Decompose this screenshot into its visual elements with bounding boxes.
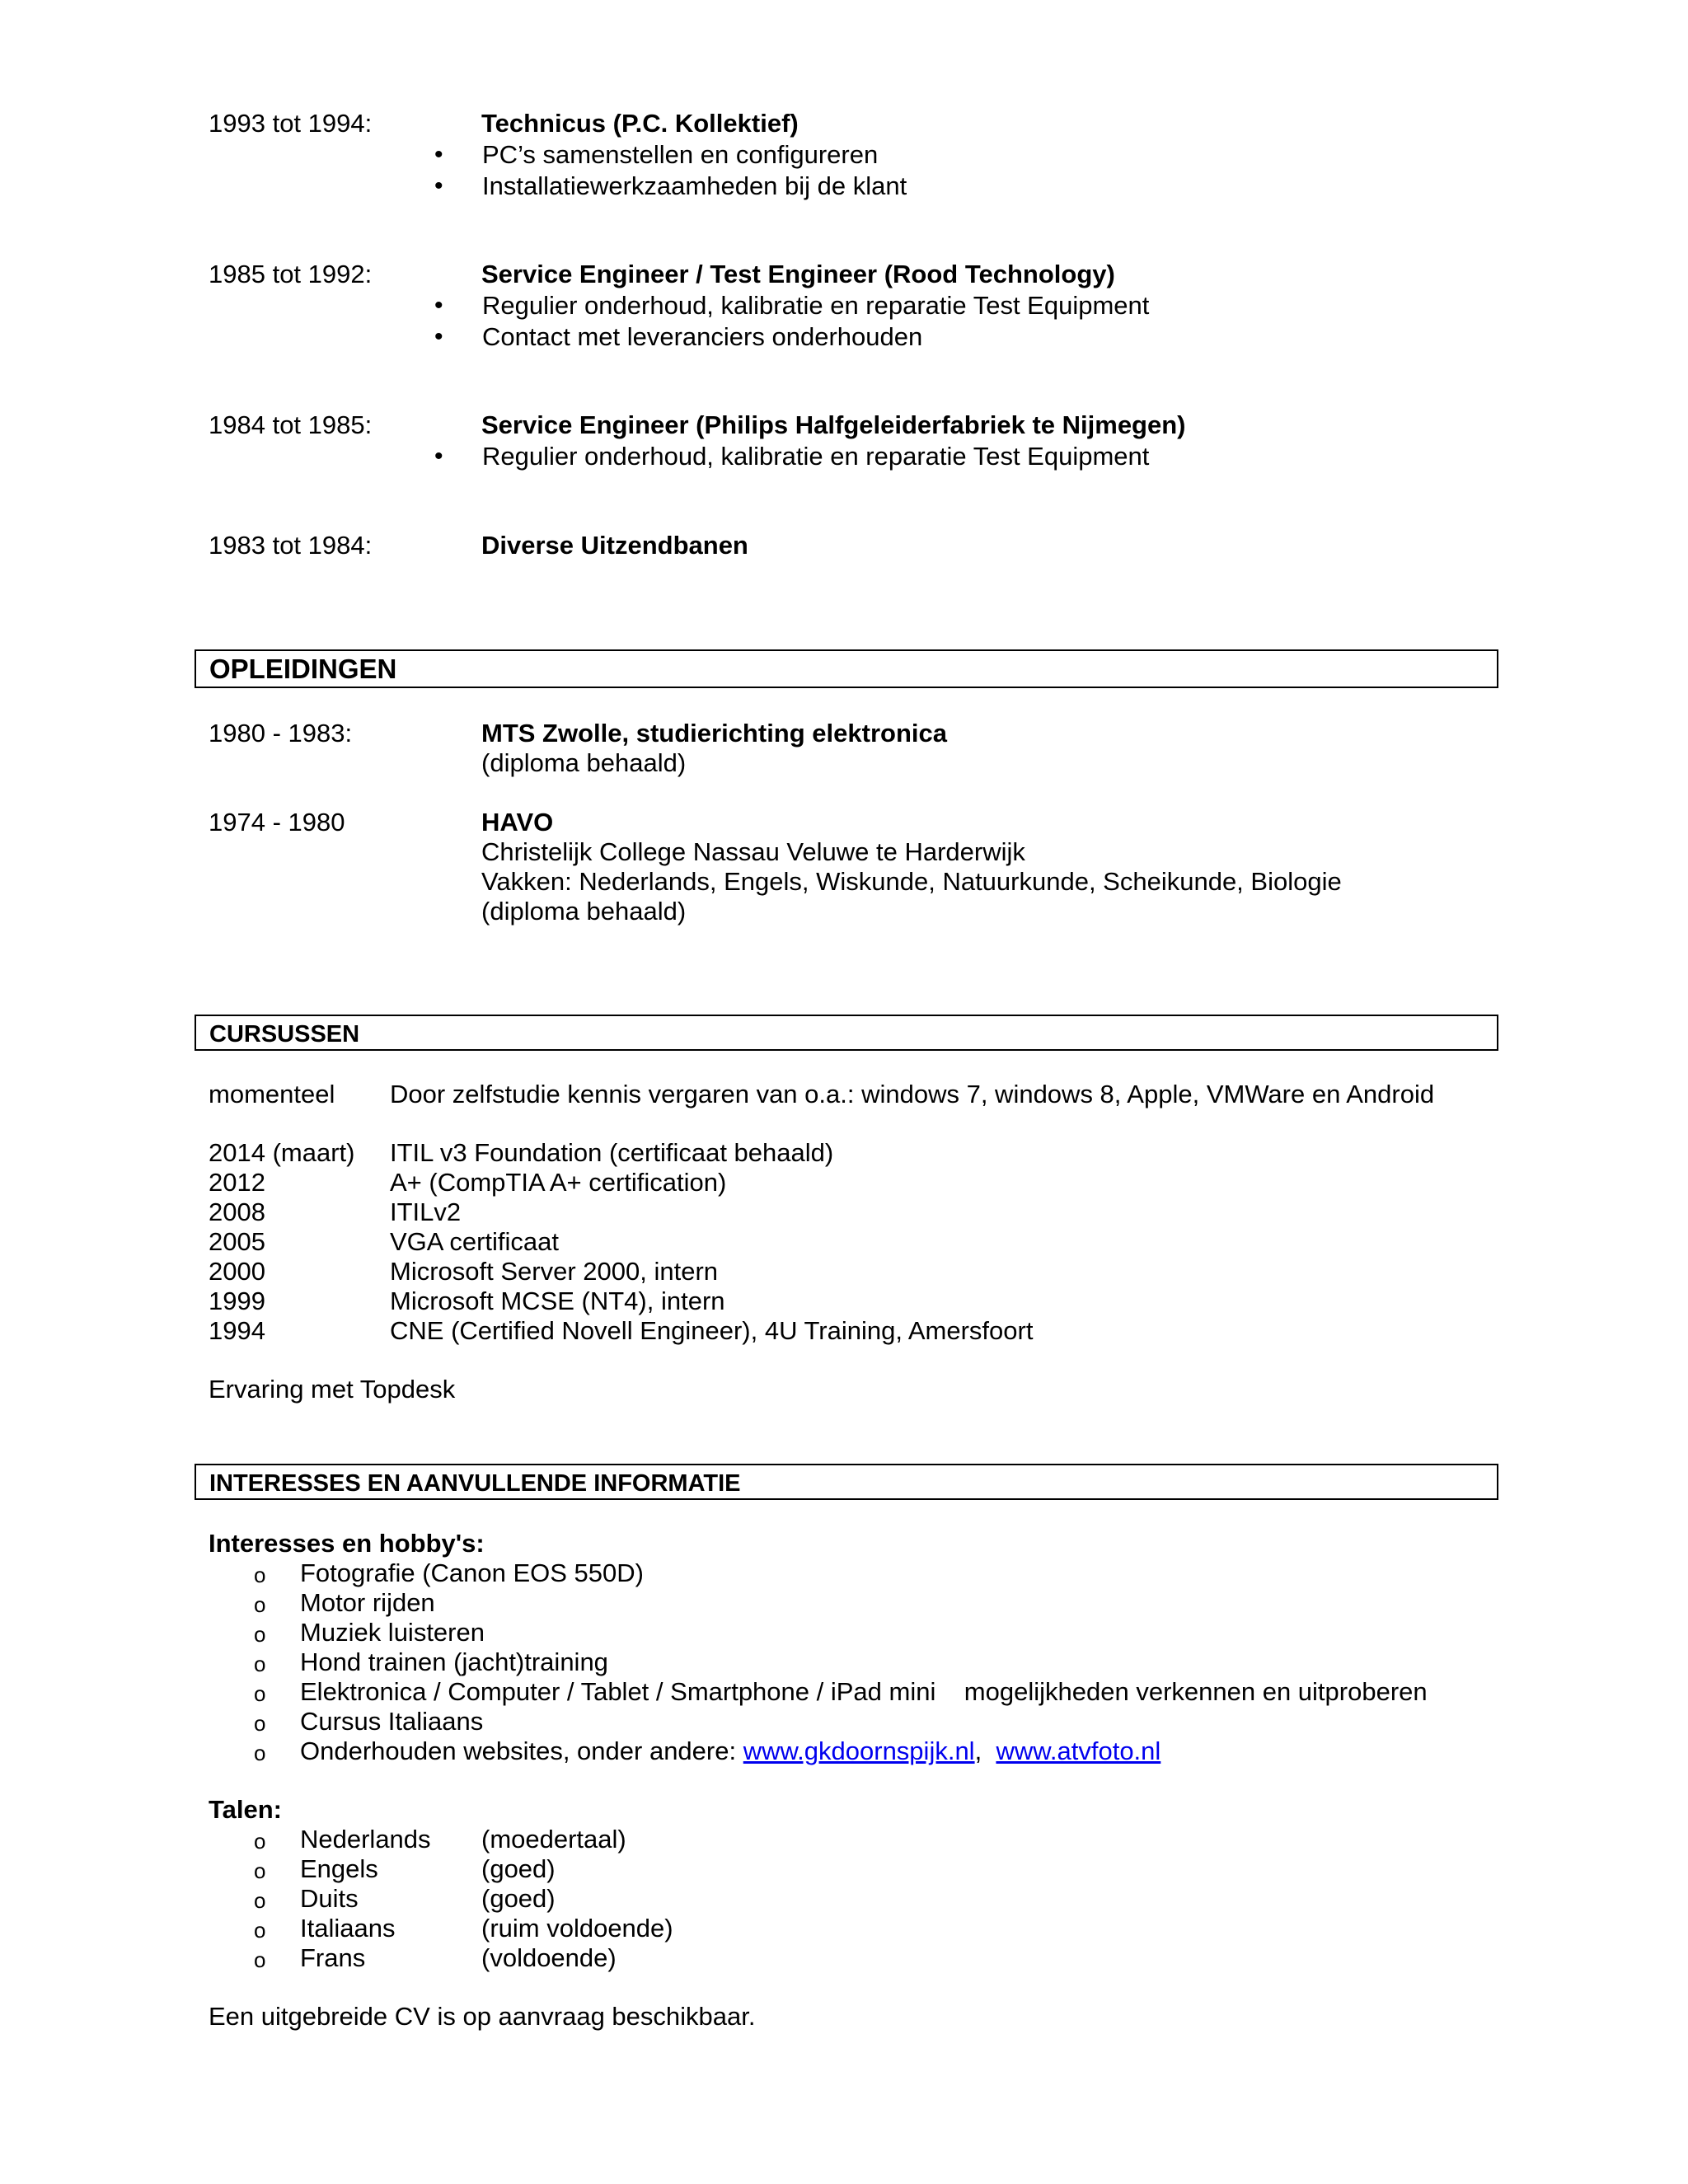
bullet-dot: • bbox=[434, 292, 443, 319]
job-period: 1984 tot 1985: bbox=[209, 410, 373, 439]
circle-bullet: o bbox=[254, 1888, 266, 1913]
language-level: (voldoende) bbox=[481, 1943, 617, 1972]
circle-bullet: o bbox=[254, 1858, 266, 1883]
language-name: Frans bbox=[300, 1943, 366, 1972]
education-title: HAVO bbox=[481, 808, 554, 837]
bullet-dot: • bbox=[434, 443, 443, 470]
course-what: ITIL v3 Foundation (certificaat behaald) bbox=[390, 1138, 834, 1167]
hobby-item: Fotografie (Canon EOS 550D) bbox=[300, 1558, 644, 1587]
job-period: 1993 tot 1994: bbox=[209, 109, 373, 138]
language-level: (ruim voldoende) bbox=[481, 1914, 673, 1943]
course-what: VGA certificaat bbox=[390, 1227, 560, 1256]
bullet-dot: • bbox=[434, 323, 443, 350]
section-heading-label: OPLEIDINGEN bbox=[209, 654, 397, 684]
job-period: 1985 tot 1992: bbox=[209, 260, 373, 288]
language-name: Nederlands bbox=[300, 1825, 431, 1854]
topdesk-note: Ervaring met Topdesk bbox=[209, 1375, 456, 1404]
language-level: (goed) bbox=[481, 1884, 556, 1913]
circle-bullet: o bbox=[254, 1563, 266, 1587]
job-title: Diverse Uitzendbanen bbox=[481, 531, 748, 560]
hobby-item: Motor rijden bbox=[300, 1588, 435, 1617]
education-detail: Christelijk College Nassau Veluwe te Harderwijk bbox=[481, 837, 1025, 866]
language-name: Italiaans bbox=[300, 1914, 396, 1943]
hobby-item: Cursus Italiaans bbox=[300, 1707, 484, 1736]
hobby-item: Elektronica / Computer / Tablet / Smartphone / iPad mini mogelijkheden verkennen en uitproberen bbox=[300, 1677, 1428, 1706]
job-title: Technicus (P.C. Kollektief) bbox=[481, 109, 799, 138]
section-heading-interesses bbox=[195, 1464, 1498, 1500]
course-when: 2012 bbox=[209, 1168, 265, 1197]
course-when: 2000 bbox=[209, 1257, 265, 1286]
education-period: 1980 - 1983: bbox=[209, 719, 353, 748]
circle-bullet: o bbox=[254, 1622, 266, 1647]
course-what: ITILv2 bbox=[390, 1197, 462, 1226]
hobby-item: Muziek luisteren bbox=[300, 1618, 485, 1647]
education-title: MTS Zwolle, studierichting elektronica bbox=[481, 719, 947, 748]
education-detail: (diploma behaald) bbox=[481, 897, 687, 926]
course-what: A+ (CompTIA A+ certification) bbox=[390, 1168, 727, 1197]
talen-title: Talen: bbox=[209, 1795, 282, 1824]
course-when: 1999 bbox=[209, 1286, 265, 1315]
language-name: Duits bbox=[300, 1884, 359, 1913]
course-what: CNE (Certified Novell Engineer), 4U Training, Amersfoort bbox=[390, 1316, 1034, 1345]
course-what: Microsoft MCSE (NT4), intern bbox=[390, 1286, 725, 1315]
link-gkdoornspijk[interactable]: www.gkdoornspijk.nl bbox=[743, 1736, 975, 1765]
link-separator: , bbox=[974, 1736, 982, 1765]
circle-bullet: o bbox=[254, 1947, 266, 1972]
job-task: Regulier onderhoud, kalibratie en reparatie Test Equipment bbox=[482, 291, 1150, 320]
hobby-item: Hond trainen (jacht)training bbox=[300, 1647, 608, 1676]
education-detail: (diploma behaald) bbox=[481, 748, 687, 777]
hobby-item-websites bbox=[300, 1736, 1160, 1766]
course-when: 2008 bbox=[209, 1197, 265, 1226]
course-when: momenteel bbox=[209, 1080, 335, 1108]
language-level: (moedertaal) bbox=[481, 1825, 626, 1854]
education-detail: Vakken: Nederlands, Engels, Wiskunde, Natuurkunde, Scheikunde, Biologie bbox=[481, 867, 1342, 896]
job-title: Service Engineer (Philips Halfgeleiderfabriek te Nijmegen) bbox=[481, 410, 1186, 439]
circle-bullet: o bbox=[254, 1711, 266, 1736]
bullet-dot: • bbox=[434, 172, 443, 199]
circle-bullet: o bbox=[254, 1652, 266, 1676]
bullet-dot: • bbox=[434, 141, 443, 168]
job-period: 1983 tot 1984: bbox=[209, 531, 373, 560]
language-level: (goed) bbox=[481, 1854, 556, 1883]
section-heading-label: CURSUSSEN bbox=[209, 1021, 360, 1047]
course-when: 1994 bbox=[209, 1316, 265, 1345]
section-heading-cursussen bbox=[195, 1015, 1498, 1051]
circle-bullet: o bbox=[254, 1592, 266, 1617]
section-heading-label: INTERESSES EN AANVULLENDE INFORMATIE bbox=[209, 1470, 741, 1497]
cv-footer-note: Een uitgebreide CV is op aanvraag beschikbaar. bbox=[209, 2002, 756, 2031]
job-title: Service Engineer / Test Engineer (Rood Technology) bbox=[481, 260, 1115, 288]
link-atvfoto[interactable]: www.atvfoto.nl bbox=[996, 1736, 1161, 1765]
education-period: 1974 - 1980 bbox=[209, 808, 345, 837]
course-when: 2005 bbox=[209, 1227, 265, 1256]
circle-bullet: o bbox=[254, 1829, 266, 1854]
course-when: 2014 (maart) bbox=[209, 1138, 355, 1167]
language-name: Engels bbox=[300, 1854, 378, 1883]
job-task: PC’s samenstellen en configureren bbox=[482, 140, 879, 169]
circle-bullet: o bbox=[254, 1741, 266, 1765]
course-what: Microsoft Server 2000, intern bbox=[390, 1257, 719, 1286]
job-task: Contact met leveranciers onderhouden bbox=[482, 322, 923, 351]
section-heading-opleidingen bbox=[195, 649, 1498, 688]
hobbies-title: Interesses en hobby's: bbox=[209, 1529, 485, 1558]
job-task: Regulier onderhoud, kalibratie en reparatie Test Equipment bbox=[482, 442, 1150, 471]
job-task: Installatiewerkzaamheden bij de klant bbox=[482, 171, 907, 200]
course-what: Door zelfstudie kennis vergaren van o.a.: windows 7, windows 8, Apple, VMWare en Android bbox=[390, 1080, 1435, 1108]
circle-bullet: o bbox=[254, 1681, 266, 1706]
websites-prefix: Onderhouden websites, onder andere: bbox=[300, 1736, 737, 1765]
circle-bullet: o bbox=[254, 1918, 266, 1943]
